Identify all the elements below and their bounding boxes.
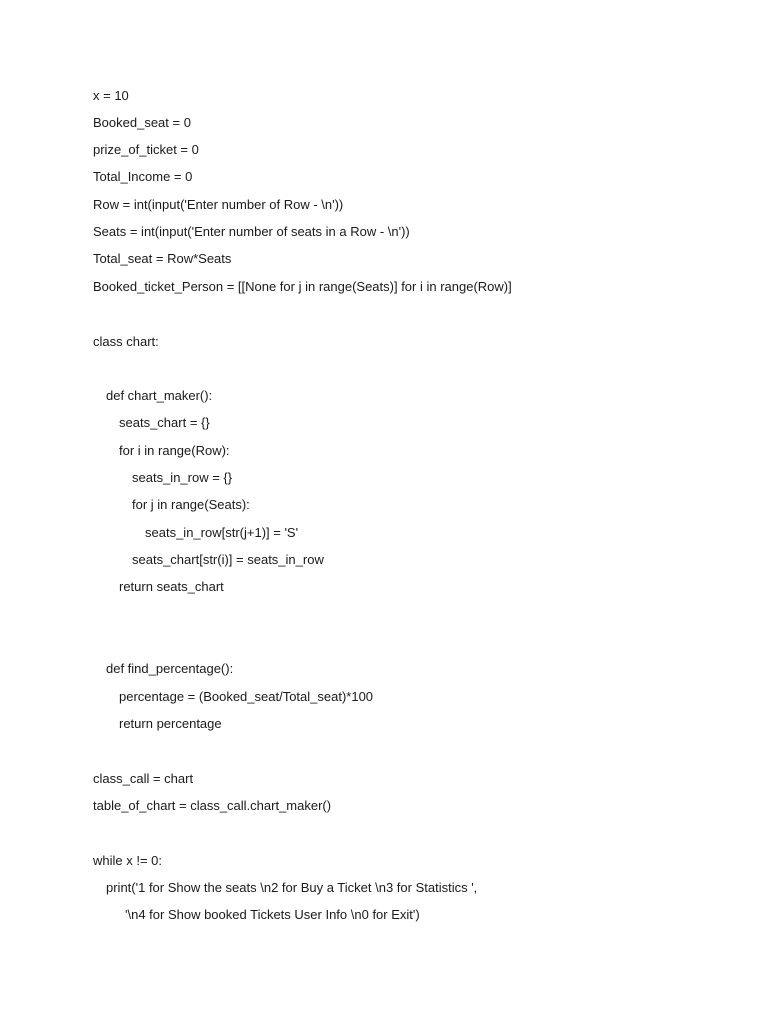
code-line-13: seats_in_row = {} [132,470,233,485]
code-line-16: seats_chart[str(i)] = seats_in_row [132,552,324,567]
code-line-22: table_of_chart = class_call.chart_maker() [93,798,332,813]
code-line-3: prize_of_ticket = 0 [93,142,199,157]
code-line-15: seats_in_row[str(j+1)] = 'S' [145,525,299,540]
code-line-8: Booked_ticket_Person = [[None for j in range(Seats)] for i in range(Row)] [93,279,512,294]
code-line-21: class_call = chart [93,771,194,786]
code-line-10: def chart_maker(): [106,388,213,403]
code-line-4: Total_Income = 0 [93,169,193,184]
code-line-24: print('1 for Show the seats \n2 for Buy a Ticket \n3 for Statistics ', [106,880,478,895]
code-line-25: '\n4 for Show booked Tickets User Info \n0 for Exit') [125,907,420,922]
code-line-6: Seats = int(input('Enter number of seats in a Row - \n')) [93,224,410,239]
code-line-7: Total_seat = Row*Seats [93,251,232,266]
code-line-17: return seats_chart [119,579,224,594]
code-line-2: Booked_seat = 0 [93,115,191,130]
code-line-12: for i in range(Row): [119,443,230,458]
code-line-18: def find_percentage(): [106,661,234,676]
code-line-11: seats_chart = {} [119,415,210,430]
code-line-5: Row = int(input('Enter number of Row - \n')) [93,197,344,212]
code-line-23: while x != 0: [93,853,163,868]
code-line-20: return percentage [119,716,222,731]
code-line-1: x = 10 [93,88,129,103]
code-line-14: for j in range(Seats): [132,497,250,512]
code-line-9: class chart: [93,334,159,349]
code-line-19: percentage = (Booked_seat/Total_seat)*100 [119,689,374,704]
